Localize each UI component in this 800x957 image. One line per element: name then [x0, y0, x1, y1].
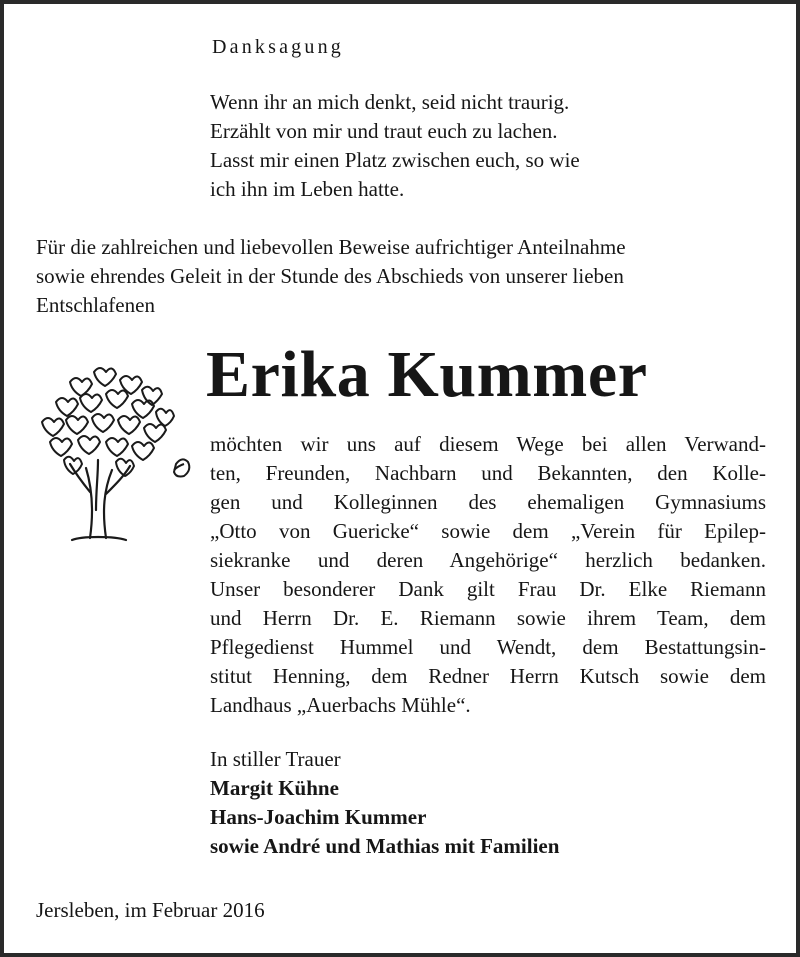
signature-block [210, 745, 559, 861]
thanks-line: Landhaus „Auerbachs Mühle“. [210, 693, 471, 717]
thanks-line: „Otto von Guericke“ sowie dem „Verein für Epilep- [210, 519, 766, 543]
deceased-name: Erika Kummer [206, 338, 648, 411]
thanks-line: ten, Freunden, Nachbarn und Bekannten, den Kolle- [210, 461, 766, 485]
poem-line: Erzählt von mir und traut euch zu lachen. [210, 119, 558, 143]
falling-leaf-icon [174, 459, 189, 476]
mourner-name: Hans-Joachim Kummer [210, 805, 427, 829]
mourner-name: sowie André und Mathias mit Familien [210, 834, 560, 858]
intro-paragraph [36, 233, 626, 320]
poem-line: Wenn ihr an mich denkt, seid nicht traurig. [210, 90, 570, 114]
thanks-line: Pflegedienst Hummel und Wendt, dem Bestattungsin- [210, 635, 766, 659]
thanks-line: siekranke und deren Angehörige“ herzlich bedanken. [210, 548, 766, 572]
thanks-line: gen und Kolleginnen des ehemaligen Gymnasiums [210, 490, 766, 514]
mourning-line: In stiller Trauer [210, 747, 341, 771]
memorial-poem [210, 88, 580, 204]
poem-line: ich ihn im Leben hatte. [210, 177, 405, 201]
intro-line: sowie ehrendes Geleit in der Stunde des Abschieds von unserer lieben [36, 264, 624, 288]
thanks-line: stitut Henning, dem Redner Herrn Kutsch sowie dem [210, 664, 766, 688]
notice-heading: Danksagung [212, 36, 344, 58]
thanks-line: Unser besonderer Dank gilt Frau Dr. Elke Riemann [210, 577, 766, 601]
thanks-line: und Herrn Dr. E. Riemann sowie ihrem Team, dem [210, 606, 766, 630]
intro-line: Entschlafenen [36, 293, 155, 317]
place-date: Jersleben, im Februar 2016 [36, 898, 265, 922]
thanks-paragraph [210, 430, 766, 720]
intro-line: Für die zahlreichen und liebevollen Beweise aufrichtiger Anteilnahme [36, 235, 626, 259]
thanks-line: möchten wir uns auf diesem Wege bei allen Verwand- [210, 432, 766, 456]
poem-line: Lasst mir einen Platz zwischen euch, so wie [210, 148, 580, 172]
mourner-name: Margit Kühne [210, 776, 339, 800]
tree-icon [28, 360, 198, 550]
